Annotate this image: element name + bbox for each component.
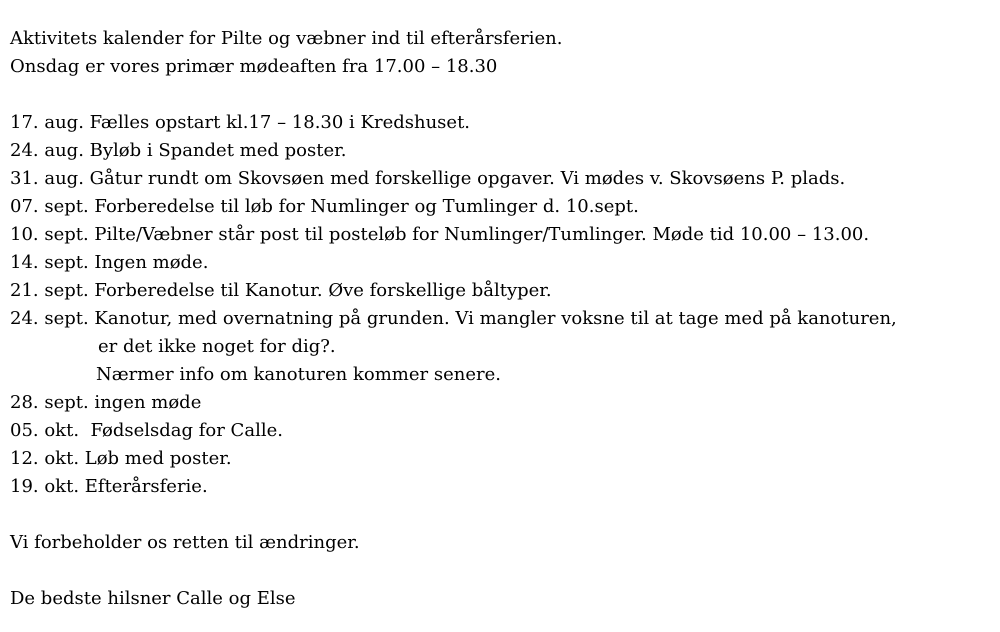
meeting-info: Onsdag er vores primær mødeaften fra 17.00 – 18.30 xyxy=(10,56,498,77)
calendar-entry: 28. sept. ingen møde xyxy=(10,392,202,413)
calendar-entry-continuation: er det ikke noget for dig?. xyxy=(98,336,336,357)
calendar-entry: 10. sept. Pilte/Væbner står post til posteløb for Numlinger/Tumlinger. Møde tid 10.00 – 13.00. xyxy=(10,224,870,245)
calendar-entry: 24. aug. Byløb i Spandet med poster. xyxy=(10,140,347,161)
disclaimer: Vi forbeholder os retten til ændringer. xyxy=(10,532,360,553)
calendar-entry: 24. sept. Kanotur, med overnatning på grunden. Vi mangler voksne til at tage med på kanoturen, xyxy=(10,308,897,329)
calendar-entry: 12. okt. Løb med poster. xyxy=(10,448,232,469)
spacer xyxy=(10,81,995,109)
calendar-entry: 21. sept. Forberedelse til Kanotur. Øve forskellige båltyper. xyxy=(10,280,552,301)
spacer xyxy=(10,557,995,585)
calendar-entry: 31. aug. Gåtur rundt om Skovsøen med forskellige opgaver. Vi mødes v. Skovsøens P. plads. xyxy=(10,168,846,189)
calendar-entry: 05. okt. Fødselsdag for Calle. xyxy=(10,420,283,441)
document-body xyxy=(10,25,995,613)
calendar-entry: 19. okt. Efterårsferie. xyxy=(10,476,208,497)
document-title: Aktivitets kalender for Pilte og væbner ind til efterårsferien. xyxy=(10,28,563,49)
calendar-entry: 17. aug. Fælles opstart kl.17 – 18.30 i Kredshuset. xyxy=(10,112,471,133)
spacer xyxy=(10,501,995,529)
calendar-entry-continuation: Nærmer info om kanoturen kommer senere. xyxy=(96,364,501,385)
calendar-entry: 07. sept. Forberedelse til løb for Numlinger og Tumlinger d. 10.sept. xyxy=(10,196,639,217)
calendar-entry: 14. sept. Ingen møde. xyxy=(10,252,209,273)
signoff: De bedste hilsner Calle og Else xyxy=(10,588,296,609)
